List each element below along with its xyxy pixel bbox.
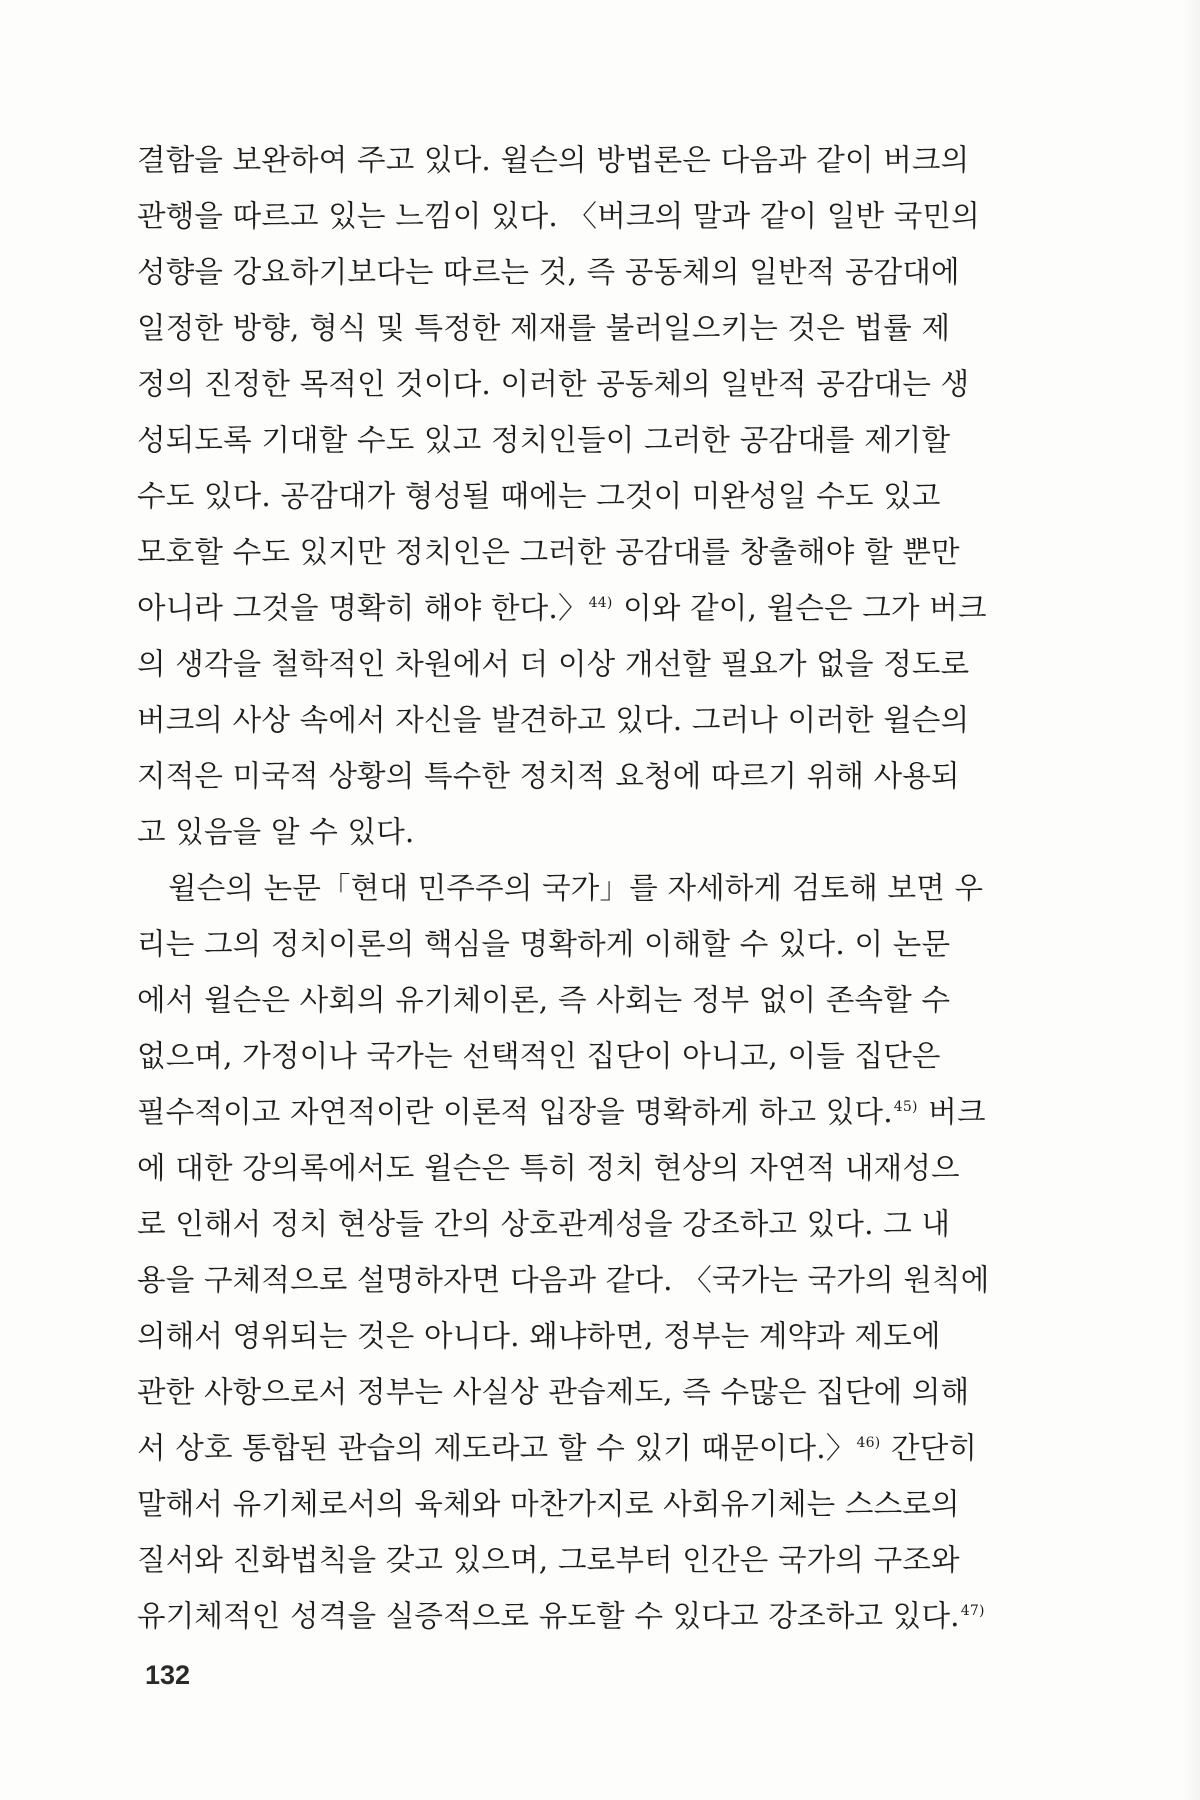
text-line: 에서 윌슨은 사회의 유기체이론, 즉 사회는 정부 없이 존속할 수 [137, 983, 951, 1017]
line-text-continued: 이와 같이, 윌슨은 그가 버크 [613, 591, 987, 625]
text-line: 성향을 강요하기보다는 따르는 것, 즉 공동체의 일반적 공감대에 [137, 255, 960, 289]
text-line: 윌슨의 논문「현대 민주주의 국가」를 자세하게 검토해 보면 우 [168, 871, 984, 905]
text-line: 질서와 진화법칙을 갖고 있으며, 그로부터 인간은 국가의 구조와 [137, 1543, 960, 1577]
text-line [137, 590, 987, 626]
line-text: 아니라 그것을 명확히 해야 한다.〉 [137, 591, 588, 625]
text-line: 고 있음을 알 수 있다. [137, 815, 415, 849]
text-line: 정의 진정한 목적인 것이다. 이러한 공동체의 일반적 공감대는 생 [137, 367, 970, 401]
text-line: 리는 그의 정치이론의 핵심을 명확하게 이해할 수 있다. 이 논문 [137, 927, 951, 961]
footnote-ref: 47) [960, 1603, 985, 1620]
text-line [137, 1094, 986, 1130]
text-line: 일정한 방향, 형식 및 특정한 제재를 불러일으키는 것은 법률 제 [137, 311, 951, 345]
text-line: 관행을 따르고 있는 느낌이 있다. 〈버크의 말과 같이 일반 국민의 [137, 199, 980, 233]
text-line: 의 생각을 철학적인 차원에서 더 이상 개선할 필요가 없을 정도로 [137, 647, 970, 681]
text-line: 모호할 수도 있지만 정치인은 그러한 공감대를 창출해야 할 뿐만 [137, 535, 960, 569]
text-line: 에 대한 강의록에서도 윌슨은 특히 정치 현상의 자연적 내재성으 [137, 1151, 960, 1185]
footnote-ref: 44) [588, 595, 613, 612]
text-line: 용을 구체적으로 설명하자면 다음과 같다. 〈국가는 국가의 원칙에 [137, 1263, 990, 1297]
text-line: 말해서 유기체로서의 육체와 마찬가지로 사회유기체는 스스로의 [137, 1487, 960, 1521]
line-text: 필수적이고 자연적이란 이론적 입장을 명확하게 하고 있다. [137, 1095, 893, 1129]
line-text: 서 상호 통합된 관습의 제도라고 할 수 있기 때문이다.〉 [137, 1431, 856, 1465]
page-number: 132 [145, 1660, 191, 1690]
text-line: 결함을 보완하여 주고 있다. 윌슨의 방법론은 다음과 같이 버크의 [137, 143, 970, 177]
text-line: 관한 사항으로서 정부는 사실상 관습제도, 즉 수많은 집단에 의해 [137, 1375, 970, 1409]
footnote-ref: 45) [893, 1099, 918, 1116]
line-text-continued: 간단히 [881, 1431, 978, 1465]
text-line: 수도 있다. 공감대가 형성될 때에는 그것이 미완성일 수도 있고 [137, 479, 941, 513]
footnote-ref: 46) [856, 1435, 881, 1452]
text-line: 버크의 사상 속에서 자신을 발견하고 있다. 그러나 이러한 윌슨의 [137, 703, 970, 737]
page-edge-shadow [1182, 0, 1200, 1800]
text-line: 지적은 미국적 상황의 특수한 정치적 요청에 따르기 위해 사용되 [137, 759, 960, 793]
line-text: 유기체적인 성격을 실증적으로 유도할 수 있다고 강조하고 있다. [137, 1599, 960, 1633]
text-line: 성되도록 기대할 수도 있고 정치인들이 그러한 공감대를 제기할 [137, 423, 951, 457]
text-line: 없으며, 가정이나 국가는 선택적인 집단이 아니고, 이들 집단은 [137, 1039, 941, 1073]
line-text-continued: 버크 [918, 1095, 986, 1129]
text-line: 로 인해서 정치 현상들 간의 상호관계성을 강조하고 있다. 그 내 [137, 1207, 951, 1241]
text-line [137, 1430, 977, 1466]
text-line [137, 1598, 986, 1634]
text-line: 의해서 영위되는 것은 아니다. 왜냐하면, 정부는 계약과 제도에 [137, 1319, 941, 1353]
